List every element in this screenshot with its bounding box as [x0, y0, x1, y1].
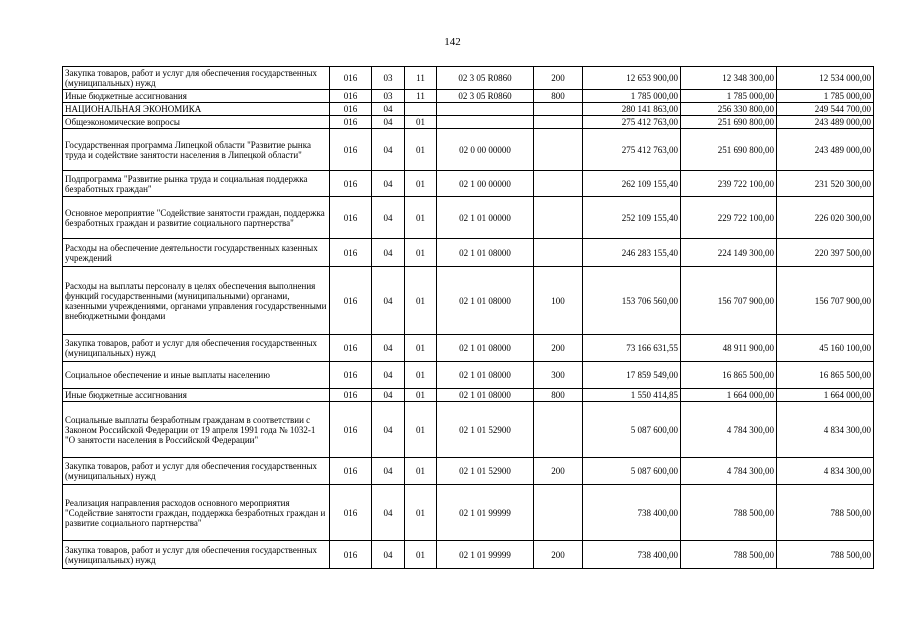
row-name: Закупка товаров, работ и услуг для обеспечения государственных (муниципальных) нужд	[63, 541, 330, 569]
section-code: 04	[372, 116, 405, 129]
table-row	[63, 402, 874, 458]
amount-year-1: 73 166 631,55	[583, 335, 681, 362]
target-article-code: 02 1 00 00000	[437, 171, 534, 197]
row-name: Реализация направления расходов основного мероприятия "Содействие занятости граждан, поддержка безработных граждан и развитие социального партнерства"	[63, 485, 330, 541]
row-name: Общеэкономические вопросы	[63, 116, 330, 129]
amount-year-1: 12 653 900,00	[583, 67, 681, 90]
amount-year-3: 16 865 500,00	[777, 362, 874, 389]
target-article-code: 02 1 01 00000	[437, 197, 534, 239]
row-name: Социальное обеспечение и иные выплаты населению	[63, 362, 330, 389]
subsection-code: 01	[405, 171, 437, 197]
target-article-code	[437, 103, 534, 116]
subsection-code: 01	[405, 267, 437, 335]
section-code: 04	[372, 197, 405, 239]
amount-year-2: 16 865 500,00	[681, 362, 777, 389]
amount-year-1: 1 785 000,00	[583, 90, 681, 103]
target-article-code: 02 1 01 08000	[437, 389, 534, 402]
amount-year-1: 246 283 155,40	[583, 239, 681, 267]
table-row	[63, 239, 874, 267]
row-name: Иные бюджетные ассигнования	[63, 90, 330, 103]
amount-year-1: 17 859 549,00	[583, 362, 681, 389]
subsection-code: 01	[405, 129, 437, 171]
amount-year-3: 45 160 100,00	[777, 335, 874, 362]
amount-year-3: 12 534 000,00	[777, 67, 874, 90]
amount-year-3: 243 489 000,00	[777, 129, 874, 171]
table-row	[63, 90, 874, 103]
subsection-code: 01	[405, 335, 437, 362]
amount-year-2: 1 785 000,00	[681, 90, 777, 103]
section-code: 04	[372, 267, 405, 335]
amount-year-2: 4 784 300,00	[681, 458, 777, 485]
budget-table	[62, 66, 874, 569]
subsection-code: 01	[405, 458, 437, 485]
amount-year-1: 252 109 155,40	[583, 197, 681, 239]
amount-year-1: 1 550 414,85	[583, 389, 681, 402]
expense-type-code: 200	[534, 458, 583, 485]
amount-year-2: 48 911 900,00	[681, 335, 777, 362]
subsection-code: 01	[405, 389, 437, 402]
row-name: Подпрограмма "Развитие рынка труда и социальная поддержка безработных граждан"	[63, 171, 330, 197]
expense-type-code: 200	[534, 541, 583, 569]
expense-type-code	[534, 116, 583, 129]
expense-type-code: 300	[534, 362, 583, 389]
page-number: 142	[444, 36, 461, 48]
subsection-code: 01	[405, 239, 437, 267]
ministry-code: 016	[330, 267, 372, 335]
ministry-code: 016	[330, 67, 372, 90]
amount-year-1: 5 087 600,00	[583, 458, 681, 485]
amount-year-3: 220 397 500,00	[777, 239, 874, 267]
subsection-code: 01	[405, 402, 437, 458]
table-body	[63, 67, 874, 569]
subsection-code: 01	[405, 541, 437, 569]
table-row	[63, 116, 874, 129]
target-article-code: 02 1 01 08000	[437, 267, 534, 335]
amount-year-2: 4 784 300,00	[681, 402, 777, 458]
section-code: 04	[372, 335, 405, 362]
row-name: Закупка товаров, работ и услуг для обеспечения государственных (муниципальных) нужд	[63, 458, 330, 485]
row-name: НАЦИОНАЛЬНАЯ ЭКОНОМИКА	[63, 103, 330, 116]
target-article-code: 02 1 01 08000	[437, 239, 534, 267]
expense-type-code: 800	[534, 389, 583, 402]
amount-year-3: 1 664 000,00	[777, 389, 874, 402]
section-code: 04	[372, 458, 405, 485]
section-code: 03	[372, 67, 405, 90]
table-row	[63, 197, 874, 239]
amount-year-1: 262 109 155,40	[583, 171, 681, 197]
row-name: Основное мероприятие "Содействие занятости граждан, поддержка безработных граждан и развитие социального партнерства"	[63, 197, 330, 239]
target-article-code: 02 1 01 52900	[437, 458, 534, 485]
subsection-code: 11	[405, 67, 437, 90]
table-row	[63, 129, 874, 171]
expense-type-code	[534, 485, 583, 541]
ministry-code: 016	[330, 335, 372, 362]
ministry-code: 016	[330, 239, 372, 267]
amount-year-1: 153 706 560,00	[583, 267, 681, 335]
expense-type-code	[534, 197, 583, 239]
ministry-code: 016	[330, 485, 372, 541]
section-code: 04	[372, 402, 405, 458]
table-row	[63, 458, 874, 485]
ministry-code: 016	[330, 362, 372, 389]
row-name: Закупка товаров, работ и услуг для обеспечения государственных (муниципальных) нужд	[63, 67, 330, 90]
target-article-code: 02 1 01 99999	[437, 541, 534, 569]
ministry-code: 016	[330, 197, 372, 239]
amount-year-3: 788 500,00	[777, 541, 874, 569]
expense-type-code	[534, 239, 583, 267]
section-code: 04	[372, 362, 405, 389]
table-row	[63, 541, 874, 569]
amount-year-1: 275 412 763,00	[583, 116, 681, 129]
section-code: 04	[372, 389, 405, 402]
table-row	[63, 67, 874, 90]
ministry-code: 016	[330, 129, 372, 171]
amount-year-2: 239 722 100,00	[681, 171, 777, 197]
target-article-code: 02 1 01 08000	[437, 362, 534, 389]
table-row	[63, 389, 874, 402]
expense-type-code	[534, 402, 583, 458]
amount-year-3: 249 544 700,00	[777, 103, 874, 116]
ministry-code: 016	[330, 389, 372, 402]
subsection-code: 01	[405, 485, 437, 541]
table-row	[63, 171, 874, 197]
table-row	[63, 362, 874, 389]
row-name: Социальные выплаты безработным гражданам в соответствии с Законом Российской Федерации от 19 апреля 1991 года № 1032-1 "О занятости населения в Российской Федерации"	[63, 402, 330, 458]
row-name: Государственная программа Липецкой области "Развитие рынка труда и содействие занятости населения в Липецкой области"	[63, 129, 330, 171]
amount-year-2: 1 664 000,00	[681, 389, 777, 402]
amount-year-3: 156 707 900,00	[777, 267, 874, 335]
row-name: Расходы на выплаты персоналу в целях обеспечения выполнения функций государственными (муниципальными) органами, казенными учреждениями, органами управления государственными внебюджетными фондами	[63, 267, 330, 335]
expense-type-code: 800	[534, 90, 583, 103]
amount-year-2: 229 722 100,00	[681, 197, 777, 239]
ministry-code: 016	[330, 458, 372, 485]
amount-year-2: 256 330 800,00	[681, 103, 777, 116]
expense-type-code: 200	[534, 67, 583, 90]
subsection-code: 01	[405, 116, 437, 129]
amount-year-3: 231 520 300,00	[777, 171, 874, 197]
row-name: Расходы на обеспечение деятельности государственных казенных учреждений	[63, 239, 330, 267]
section-code: 04	[372, 485, 405, 541]
section-code: 04	[372, 239, 405, 267]
amount-year-1: 280 141 863,00	[583, 103, 681, 116]
target-article-code: 02 3 05 R0860	[437, 90, 534, 103]
table-row	[63, 103, 874, 116]
amount-year-3: 4 834 300,00	[777, 458, 874, 485]
section-code: 04	[372, 171, 405, 197]
ministry-code: 016	[330, 402, 372, 458]
target-article-code: 02 3 05 R0860	[437, 67, 534, 90]
row-name: Закупка товаров, работ и услуг для обеспечения государственных (муниципальных) нужд	[63, 335, 330, 362]
subsection-code	[405, 103, 437, 116]
expense-type-code: 200	[534, 335, 583, 362]
amount-year-2: 156 707 900,00	[681, 267, 777, 335]
table-row	[63, 267, 874, 335]
amount-year-1: 275 412 763,00	[583, 129, 681, 171]
target-article-code: 02 0 00 00000	[437, 129, 534, 171]
amount-year-2: 251 690 800,00	[681, 116, 777, 129]
target-article-code: 02 1 01 99999	[437, 485, 534, 541]
target-article-code	[437, 116, 534, 129]
amount-year-2: 224 149 300,00	[681, 239, 777, 267]
expense-type-code: 100	[534, 267, 583, 335]
amount-year-2: 788 500,00	[681, 485, 777, 541]
table-row	[63, 485, 874, 541]
table-row	[63, 335, 874, 362]
amount-year-3: 788 500,00	[777, 485, 874, 541]
section-code: 04	[372, 129, 405, 171]
section-code: 04	[372, 541, 405, 569]
ministry-code: 016	[330, 90, 372, 103]
expense-type-code	[534, 129, 583, 171]
amount-year-2: 12 348 300,00	[681, 67, 777, 90]
amount-year-3: 4 834 300,00	[777, 402, 874, 458]
subsection-code: 11	[405, 90, 437, 103]
ministry-code: 016	[330, 103, 372, 116]
row-name: Иные бюджетные ассигнования	[63, 389, 330, 402]
amount-year-1: 738 400,00	[583, 485, 681, 541]
expense-type-code	[534, 171, 583, 197]
section-code: 03	[372, 90, 405, 103]
amount-year-3: 1 785 000,00	[777, 90, 874, 103]
target-article-code: 02 1 01 52900	[437, 402, 534, 458]
subsection-code: 01	[405, 197, 437, 239]
ministry-code: 016	[330, 541, 372, 569]
amount-year-2: 788 500,00	[681, 541, 777, 569]
target-article-code: 02 1 01 08000	[437, 335, 534, 362]
amount-year-1: 738 400,00	[583, 541, 681, 569]
ministry-code: 016	[330, 116, 372, 129]
subsection-code: 01	[405, 362, 437, 389]
ministry-code: 016	[330, 171, 372, 197]
section-code: 04	[372, 103, 405, 116]
amount-year-1: 5 087 600,00	[583, 402, 681, 458]
expense-type-code	[534, 103, 583, 116]
amount-year-2: 251 690 800,00	[681, 129, 777, 171]
amount-year-3: 243 489 000,00	[777, 116, 874, 129]
amount-year-3: 226 020 300,00	[777, 197, 874, 239]
